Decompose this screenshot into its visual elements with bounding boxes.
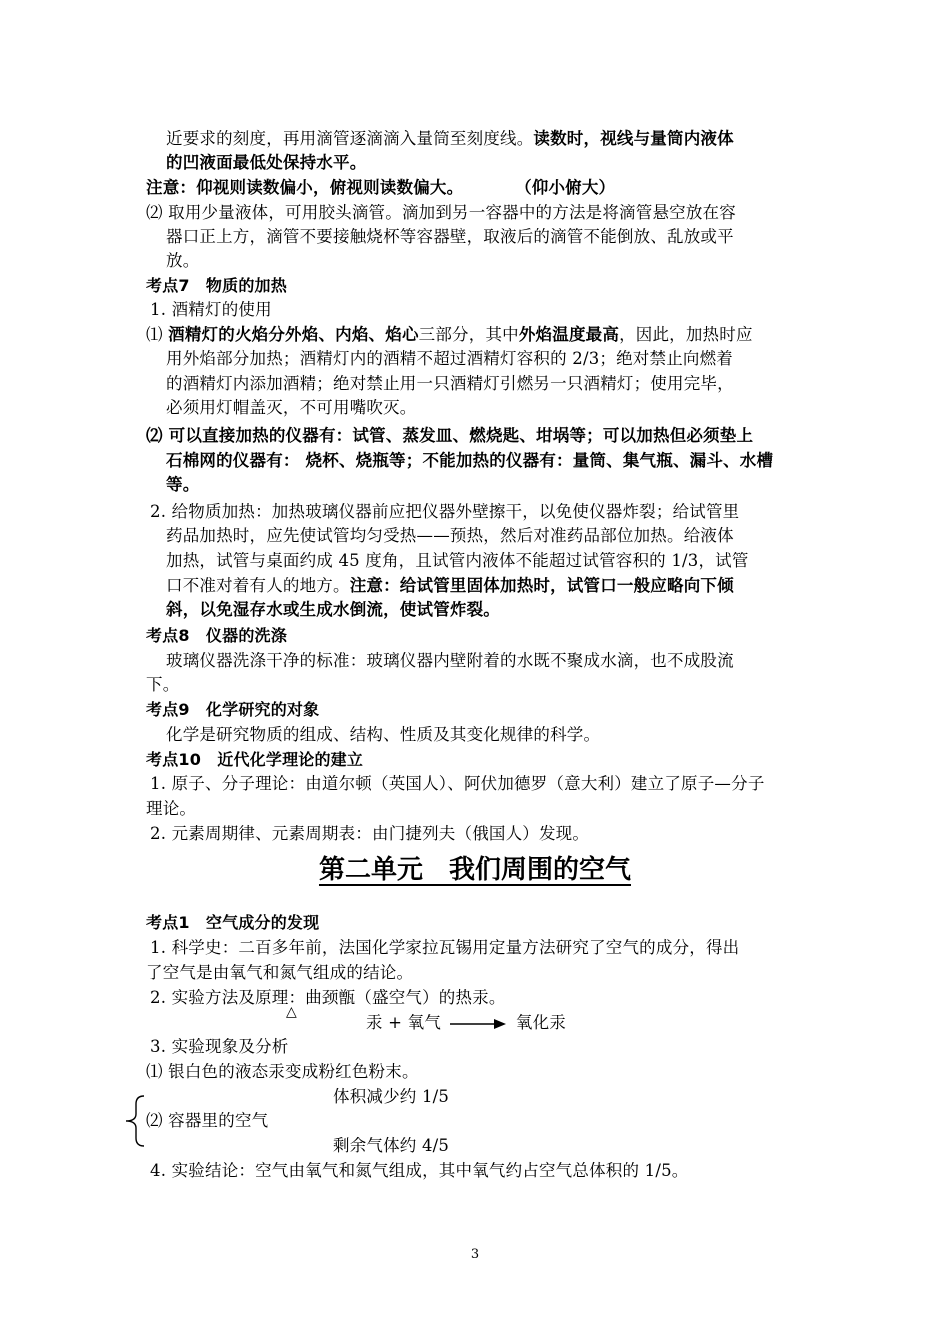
text-line: 2. 实验方法及原理：曲颈甑（盛空气）的热汞。 (150, 988, 506, 1007)
text-line: 石棉网的仪器有： 烧杯、烧瓶等；不能加热的仪器有：量筒、集气瓶、漏斗、水槽 (166, 451, 774, 470)
text-line: 斜，以免湿存水或生成水倒流，使试管炸裂。 (166, 600, 500, 619)
text-line: ⑴ 酒精灯的火焰分外焰、内焰、焰心三部分，其中外焰温度最高，因此，加热时应 (146, 325, 753, 344)
text-line: 3. 实验现象及分析 (150, 1037, 289, 1056)
section-heading: 考点1 空气成分的发现 (146, 913, 320, 932)
text-line: 药品加热时，应先使试管均匀受热——预热，然后对准药品部位加热。给液体 (166, 526, 734, 545)
heat-symbol: △ (286, 1004, 297, 1020)
text-line: 加热，试管与桌面约成 45 度角，且试管内液体不能超过试管容积的 1/3，试管 (166, 551, 749, 570)
note-line: 注意：仰视则读数偏小，俯视则读数偏大。 （仰小俯大） (146, 178, 616, 197)
text-line: 2. 元素周期律、元素周期表：由门捷列夫（俄国人）发现。 (150, 824, 590, 843)
branch-text: 体积减少约 1/5 (333, 1087, 450, 1106)
text-line: 1. 科学史：二百多年前，法国化学家拉瓦锡用定量方法研究了空气的成分，得出 (150, 938, 740, 957)
text-line: 1. 酒精灯的使用 (150, 300, 272, 319)
text-line: 的凹液面最低处保持水平。 (166, 153, 367, 172)
reaction-equation: 汞 + 氧气 氧化汞 (366, 1013, 567, 1032)
text-line: 化学是研究物质的组成、结构、性质及其变化规律的科学。 (166, 725, 601, 744)
text-line: 用外焰部分加热；酒精灯内的酒精不超过酒精灯容积的 2/3；绝对禁止向燃着 (166, 349, 733, 368)
text-line: ⑵ 取用少量液体，可用胶头滴管。滴加到另一容器中的方法是将滴管悬空放在容 (146, 203, 736, 222)
section-heading: 考点8 仪器的洗涤 (146, 626, 287, 645)
text-line: 2. 给物质加热：加热玻璃仪器前应把仪器外壁擦干，以免使仪器炸裂；给试管里 (150, 502, 740, 521)
text-line: 4. 实验结论：空气由氧气和氮气组成，其中氧气约占空气总体积的 1/5。 (150, 1161, 689, 1180)
text-line: 1. 原子、分子理论：由道尔顿（英国人）、阿伏加德罗（意大利）建立了原子—分子 (150, 774, 765, 793)
text-line: 下。 (146, 675, 180, 694)
text-line: ⑵ 可以直接加热的仪器有：试管、蒸发皿、燃烧匙、坩埚等；可以加热但必须垫上 (146, 426, 754, 445)
text-line: 的酒精灯内添加酒精；绝对禁止用一只酒精灯引燃另一只酒精灯；使用完毕， (166, 374, 734, 393)
text-line: 了空气是由氧气和氮气组成的结论。 (146, 963, 414, 982)
section-heading: 考点7 物质的加热 (146, 276, 287, 295)
reaction-arrow-icon (450, 1018, 506, 1030)
text-line: 近要求的刻度，再用滴管逐滴滴入量筒至刻度线。读数时，视线与量筒内液体 (166, 129, 734, 148)
section-heading: 考点9 化学研究的对象 (146, 700, 320, 719)
text-line: 玻璃仪器洗涤干净的标准：玻璃仪器内壁附着的水既不聚成水滴，也不成股流 (166, 651, 734, 670)
text-line: 等。 (166, 475, 200, 494)
text-line: 器口正上方，滴管不要接触烧杯等容器壁，取液后的滴管不能倒放、乱放或平 (166, 227, 734, 246)
section-heading: 考点10 近代化学理论的建立 (146, 750, 364, 769)
text-line: ⑵ 容器里的空气 (146, 1111, 269, 1130)
text-line: ⑴ 银白色的液态汞变成粉红色粉末。 (146, 1062, 419, 1081)
unit-title: 第二单元 我们周围的空气 (318, 855, 631, 885)
text-line: 必须用灯帽盖灭，不可用嘴吹灭。 (166, 398, 417, 417)
branch-text: 剩余气体约 4/5 (333, 1136, 450, 1155)
text-line: 放。 (166, 251, 200, 270)
page-number: 3 (470, 1247, 480, 1262)
text-line: 理论。 (146, 799, 197, 818)
text-line: 口不准对着有人的地方。注意：给试管里固体加热时，试管口一般应略向下倾 (166, 576, 734, 595)
